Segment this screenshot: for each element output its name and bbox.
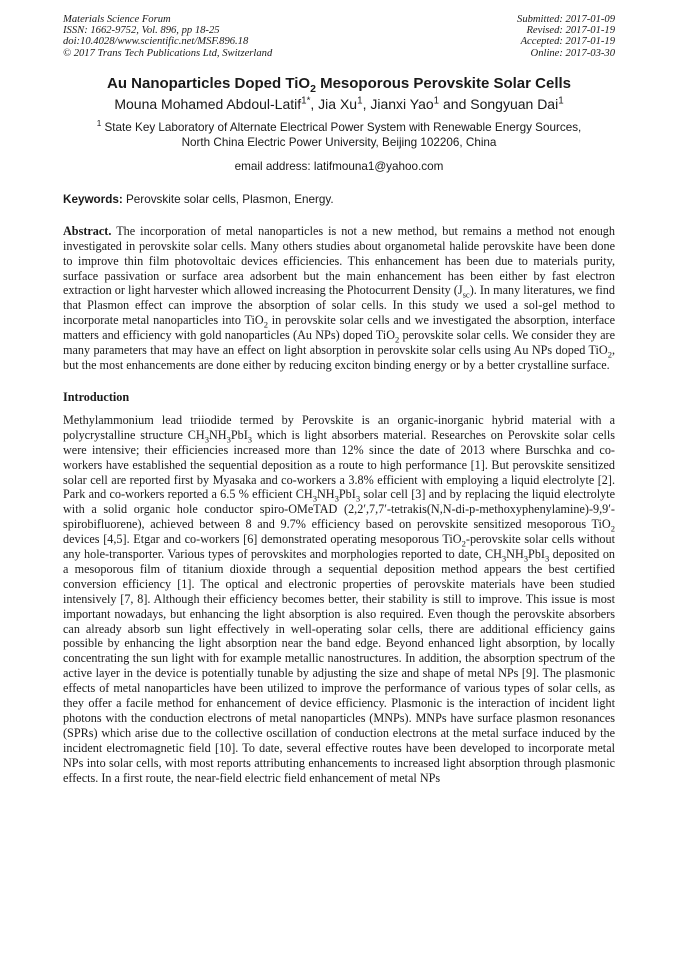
- author-affil-mark: 1*: [301, 95, 311, 107]
- intro-subscript: 3: [247, 434, 253, 445]
- keywords-text: Perovskite solar cells, Plasmon, Energy.: [122, 192, 334, 206]
- intro-text: solar cell [3] and by replacing the liquid electrolyte with a solid organic hole conductor spiro-OMeTAD (2,2′,7,7′-tetrakis(N,N-di-p-methoxyphenylamine)-9,9′-spirobifluorene), achieved between 8 and 9.7% efficiency based on perovskite sensitized mesoporous TiO: [63, 487, 615, 532]
- intro-text: NH: [208, 427, 227, 442]
- affiliation-text: State Key Laboratory of Alternate Electrical Power System with Renewable Energy Sources,: [101, 120, 582, 134]
- publication-dates: [517, 14, 615, 59]
- abstract-text: ). In many literatures, we find that Plasmon effect can improve the absorption of solar cells. In this study we used a sol-gel method to incorporate metal nanoparticles into TiO: [63, 283, 615, 328]
- intro-subscript: 3: [204, 434, 209, 445]
- keywords-label: Keywords:: [63, 192, 123, 206]
- intro-subscript: 3: [334, 493, 339, 504]
- keywords: [63, 192, 615, 207]
- abstract-text: in perovskite solar cells and we investigated the absorption, interface matters and efficiency with gold nanoparticles (Au NPs) doped TiO: [63, 313, 615, 343]
- abstract: [63, 224, 615, 373]
- author-list: [63, 95, 615, 114]
- author-affil-mark: 1: [558, 95, 564, 107]
- abstract-subscript: 2: [607, 349, 612, 360]
- intro-subscript: 3: [523, 553, 529, 564]
- abstract-text: perovskite solar cells. We consider they are many parameters that may have an effect on light absorption in perovskite solar cells using Au NPs doped TiO: [63, 328, 616, 358]
- intro-subscript: 2: [610, 523, 615, 534]
- journal-info: [63, 14, 272, 59]
- abstract-text: The incorporation of metal nanoparticles is not a new method, but remains a method not enough investigated in perovskite solar cells. Many others studies about organometal halide perovskite have been done to improve thin film photovoltaic devices efficiencies. This enhancement has been due to materials purity, surface passivation or surface area adsorbent but the main enhancement has been either by fast electron extraction or light harvester which allowed increasing the Photocurrent Density (J: [63, 223, 615, 298]
- title-part: Au Nanoparticles Doped TiO: [106, 74, 311, 92]
- intro-text: NH: [506, 547, 524, 562]
- author-affil-mark: 1: [357, 95, 363, 107]
- date-submitted: Submitted: 2017-01-09: [517, 14, 615, 25]
- intro-subscript: 3: [501, 553, 507, 564]
- author-name: , Jianxi Yao: [362, 95, 434, 112]
- abstract-subscript: 2: [395, 334, 400, 345]
- affiliation: [63, 120, 615, 150]
- journal-copyright: © 2017 Trans Tech Publications Ltd, Switzerland: [63, 47, 273, 59]
- intro-text: PbI: [338, 487, 356, 502]
- contact-email: email address: latifmouna1@yahoo.com: [234, 159, 444, 173]
- intro-subscript: 3: [355, 493, 361, 504]
- intro-subscript: 3: [312, 493, 317, 504]
- paper-title: [63, 74, 615, 93]
- date-accepted: Accepted: 2017-01-19: [520, 36, 615, 48]
- abstract-subscript: sc: [462, 289, 470, 300]
- intro-subscript: 3: [226, 434, 231, 445]
- abstract-label: Abstract.: [63, 223, 112, 238]
- affiliation-mark: 1: [96, 118, 102, 128]
- intro-text: PbI: [528, 547, 545, 562]
- intro-text: NH: [317, 487, 335, 502]
- author-name: Mouna Mohamed Abdoul-Latif: [114, 95, 302, 112]
- affiliation-line: North China Electric Power University, Beijing 102206, China: [181, 135, 497, 149]
- intro-text: deposited on a mesoporous film of titanium dioxide through a sequential deposition method appears the best certified conversion efficiency [1]. The optical and electronic properties of perovskite materials have been studied intensively [7, 8]. Although their efficiency becomes better, their stability is still to improve. This issue is most important nowadays, but enhancing the light absorption is also required. Even though the perovskite absorbers can already absorb sun light effectively in well-operating solar cells, there are additional efficiency gains possible by enhancing the light absorption near the band edge. Beyond enhanced light absorption, by locally concentrating the sun light with for example metallic nanostructures. In addition, the absorption spectrum of the active layer in the device is potentially tunable by adjusting the size and shape of metal NPs [9]. The plasmonic effects of metal nanoparticles have been utilized to improve the performance of various types of solar cells, as they offer a facile method for enhancement of device efficiency. Plasmonic is the interaction of incident light photons with the conduction electrons of metal nanoparticles (MNPs). MNPs have surface plasmon resonances (SPRs) which arise due to the collective oscillation of conduction electrons at the metal surface induced by the incident electromagnetic field [10]. To date, several effective routes have been developed to incorporate metal NPs into solar cells, with most reports attributing enhancements to increased light absorption through plasmonic effects. In a first route, the near-field electric field enhancement of metal NPs: [63, 547, 616, 785]
- author-name: , Jia Xu: [310, 95, 358, 112]
- affiliation-line: [63, 120, 615, 135]
- abstract-text: , but the most enhancements are done either by reducing exciton binding energy or by a better crystalline surface.: [63, 343, 615, 372]
- intro-text: -perovskite solar cells without any hole-transporter. Various types of perovskites and morphologies reported to date, CH: [63, 532, 616, 562]
- intro-text: PbI: [230, 427, 248, 442]
- intro-text: devices [4,5]. Etgar and co-workers [6] demonstrated operating mesoporous TiO: [63, 532, 462, 547]
- date-revised: Revised: 2017-01-19: [526, 25, 615, 37]
- journal-name: Materials Science Forum: [63, 14, 171, 25]
- intro-subscript: 2: [461, 538, 466, 549]
- author-affil-mark: 1: [433, 95, 440, 107]
- intro-text: Methylammonium lead triiodide termed by Perovskite is an organic-inorganic hybrid material with a polycrystalline structure CH: [63, 412, 615, 442]
- journal-issn: ISSN: 1662-9752, Vol. 896, pp 18-25: [63, 25, 220, 37]
- abstract-subscript: 2: [263, 319, 268, 330]
- date-online: Online: 2017-03-30: [530, 47, 615, 59]
- title-part: Mesoporous Perovskite Solar Cells: [315, 74, 572, 92]
- intro-subscript: 3: [544, 553, 550, 564]
- section-heading-introduction: Introduction: [63, 389, 130, 404]
- title-subscript: 2: [310, 82, 316, 95]
- journal-header: [63, 14, 615, 59]
- author-name: and Songyuan Dai: [439, 95, 559, 112]
- introduction-body: [63, 413, 615, 786]
- journal-doi: doi:10.4028/www.scientific.net/MSF.896.18: [63, 36, 249, 48]
- intro-text: which is light absorbers material. Researches on Perovskite solar cells were intensive; their efficiencies increased more than 12% since the date of 2013 where Burschka and co-workers have established the sequential deposition as a route to high performance [1]. But perovskite sensitized solar cell are reported first by Myasaka and co-workers a 3.8% efficient with employing a liquid electrolyte [2]. Park and co-workers reported a 6.5 % efficient CH: [63, 427, 616, 502]
